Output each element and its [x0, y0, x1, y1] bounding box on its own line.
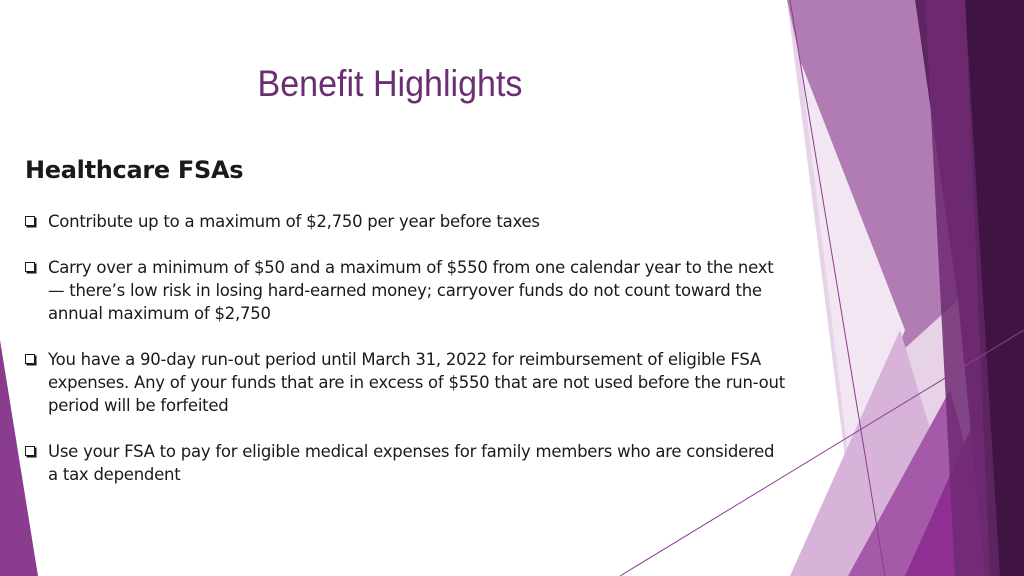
bullet-text: Use your FSA to pay for eligible medical expenses for family members who are considered a tax dependent	[48, 442, 775, 484]
bullet-text: You have a 90-day run-out period until March 31, 2022 for reimbursement of eligible FSA expenses. Any of your funds that are in excess of $550 that are not used before the run-out period will be forfeited	[48, 350, 785, 415]
bullet-item	[25, 440, 785, 486]
bullet-text: Contribute up to a maximum of $2,750 per year before taxes	[48, 212, 540, 231]
bullet-item	[25, 348, 785, 417]
checkbox-square-icon	[25, 262, 35, 272]
section-heading: Healthcare FSAs	[25, 156, 244, 184]
bullet-item	[25, 210, 785, 233]
checkbox-square-icon	[25, 216, 35, 226]
checkbox-square-icon	[25, 354, 35, 364]
checkbox-square-icon	[25, 446, 35, 456]
bullet-list	[25, 210, 785, 509]
bullet-text: Carry over a minimum of $50 and a maximum of $550 from one calendar year to the next — there’s low risk in losing hard-earned money; carryover funds do not count toward the annual maximum of $2,750	[48, 258, 774, 323]
bullet-item	[25, 256, 785, 325]
slide-title: Benefit Highlights	[257, 63, 523, 104]
